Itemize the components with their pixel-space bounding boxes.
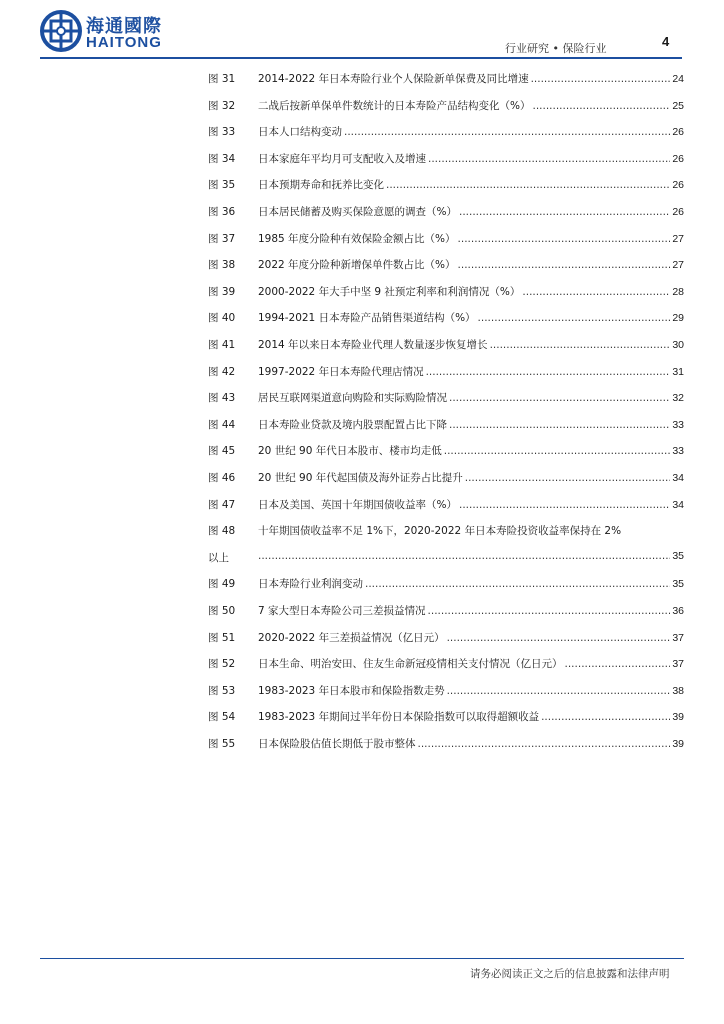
toc-entry-row — [258, 257, 684, 272]
toc-entry[interactable] — [208, 709, 684, 727]
toc-page-number: 35 — [672, 578, 684, 591]
toc-entry-row — [258, 231, 684, 246]
toc-figure-title: 1994-2021 日本寿险产品销售渠道结构（%） — [258, 312, 476, 325]
toc-dot-leader — [458, 259, 671, 271]
toc-page-number: 35 — [672, 549, 684, 562]
toc-entry-row — [258, 443, 684, 458]
toc-figure-label: 图 37 — [208, 232, 236, 245]
toc-entry-row — [258, 151, 684, 166]
toc-dot-leader — [459, 499, 670, 511]
toc-entry-row — [258, 709, 684, 724]
toc-figure-title: 7 家大型日本寿险公司三差损益情况 — [258, 605, 426, 617]
toc-page-number: 30 — [672, 339, 684, 351]
toc-figure-title: 日本保险股估值长期低于股市整体 — [258, 738, 416, 750]
toc-entry[interactable] — [208, 71, 684, 89]
toc-page-number: 25 — [672, 99, 684, 112]
toc-dot-leader — [532, 100, 670, 112]
toc-entry-row — [258, 177, 684, 192]
toc-entry-row — [258, 550, 684, 562]
toc-figure-label: 图 51 — [208, 631, 236, 644]
section-label: 行业研究 • 保险行业 — [505, 42, 607, 55]
toc-page-number: 29 — [672, 312, 684, 325]
toc-entry[interactable] — [208, 284, 684, 302]
toc-entry-row — [258, 337, 684, 352]
header-divider — [40, 57, 682, 59]
toc-dot-leader — [490, 339, 671, 351]
toc-entry[interactable] — [208, 656, 684, 674]
toc-entry-row — [258, 310, 684, 325]
toc-page-number: 26 — [672, 179, 684, 192]
toc-figure-title: 二战后按新单保单件数统计的日本寿险产品结构变化（%） — [258, 99, 531, 112]
toc-dot-leader — [418, 738, 671, 750]
toc-entry[interactable] — [208, 364, 684, 382]
toc-figure-label: 图 52 — [208, 658, 236, 671]
toc-figure-label: 图 44 — [208, 418, 236, 431]
toc-dot-leader — [522, 286, 670, 298]
toc-figure-title: 1985 年度分险种有效保险金额占比（%） — [258, 232, 456, 245]
toc-entry-wrapped[interactable] — [208, 523, 684, 541]
page-number: 4 — [662, 34, 670, 49]
toc-figure-label: 图 33 — [208, 126, 236, 139]
toc-page-number: 39 — [672, 738, 684, 750]
toc-figure-title: 2022 年度分险种新增保单件数占比（%） — [258, 259, 456, 272]
toc-page-number: 37 — [672, 631, 684, 644]
toc-figure-label: 图 41 — [208, 339, 236, 351]
toc-figure-title: 1983-2023 年日本股市和保险指数走势 — [258, 684, 445, 697]
toc-figure-title: 2020-2022 年三差损益情况（亿日元） — [258, 631, 445, 644]
toc-figure-label: 图 49 — [208, 578, 236, 591]
toc-dot-leader — [386, 179, 670, 191]
page-header — [0, 0, 724, 62]
toc-entry-row — [258, 124, 684, 139]
toc-figure-label: 图 42 — [208, 365, 236, 378]
toc-page-number: 33 — [672, 445, 684, 458]
toc-dot-leader — [426, 366, 671, 378]
toc-entry[interactable] — [208, 603, 684, 621]
toc-entry-row — [258, 204, 684, 219]
toc-figure-title: 日本居民储蓄及购买保险意愿的调查（%） — [258, 206, 457, 218]
toc-dot-leader — [458, 233, 671, 245]
toc-figure-title: 日本寿险业贷款及境内股票配置占比下降 — [258, 418, 447, 431]
toc-dot-leader — [258, 550, 670, 562]
toc-entry-row — [258, 390, 684, 405]
toc-figure-label: 图 32 — [208, 99, 236, 112]
toc-figure-label: 图 53 — [208, 684, 236, 697]
toc-figure-title: 日本人口结构变动 — [258, 126, 342, 139]
toc-entry-row — [258, 71, 684, 86]
toc-page-number: 24 — [672, 73, 684, 85]
toc-entry[interactable] — [208, 98, 684, 116]
toc-figure-title-line2: 以上 — [208, 551, 229, 564]
toc-entry[interactable] — [208, 231, 684, 249]
toc-page-number: 34 — [672, 472, 684, 484]
toc-entry-row — [258, 683, 684, 698]
footer-disclaimer: 请务必阅读正文之后的信息披露和法律声明 — [470, 968, 670, 980]
toc-dot-leader — [365, 578, 670, 590]
toc-page-number: 26 — [672, 126, 684, 139]
toc-entry-row — [258, 736, 684, 751]
toc-page-number: 36 — [672, 605, 684, 617]
toc-figure-title-line1: 十年期国债收益率不足 1%下，2020-2022 年日本寿险投资收益率保持在 2% — [258, 525, 622, 538]
toc-dot-leader — [447, 685, 671, 697]
toc-dot-leader — [447, 632, 671, 644]
toc-page-number: 26 — [672, 152, 684, 165]
toc-figure-label: 图 36 — [208, 206, 236, 218]
toc-figure-label: 图 45 — [208, 445, 236, 458]
toc-page-number: 34 — [672, 498, 684, 511]
toc-page-number: 39 — [672, 711, 684, 724]
toc-figure-title: 1997-2022 年日本寿险代理店情况 — [258, 365, 424, 378]
toc-figure-label: 图 46 — [208, 472, 236, 484]
toc-entry[interactable] — [208, 417, 684, 435]
toc-entry[interactable] — [208, 257, 684, 275]
toc-dot-leader — [465, 472, 671, 484]
toc-entry[interactable] — [208, 470, 684, 488]
toc-figure-title: 20 世纪 90 年代起国债及海外证券占比提升 — [258, 472, 463, 484]
toc-entry[interactable] — [208, 630, 684, 648]
toc-entry-row — [258, 364, 684, 379]
toc-dot-leader — [449, 392, 670, 404]
toc-figure-label: 图 31 — [208, 73, 236, 85]
toc-entry[interactable] — [208, 576, 684, 594]
toc-dot-leader — [459, 206, 670, 218]
toc-dot-leader — [565, 658, 671, 670]
toc-page-number: 28 — [672, 285, 684, 298]
toc-figure-label: 图 38 — [208, 259, 236, 272]
toc-entry-row — [258, 497, 684, 512]
toc-entry[interactable] — [208, 204, 684, 222]
toc-page-number: 27 — [672, 232, 684, 245]
toc-entry[interactable] — [208, 124, 684, 142]
toc-page-number: 37 — [672, 658, 684, 671]
toc-figure-title: 日本寿险行业利润变动 — [258, 578, 363, 591]
toc-entry-row — [258, 470, 684, 485]
toc-figure-title: 日本生命、明治安田、住友生命新冠疫情相关支付情况（亿日元） — [258, 658, 563, 671]
toc-dot-leader — [428, 153, 670, 165]
toc-figure-label: 图 50 — [208, 605, 236, 617]
toc-dot-leader — [428, 605, 671, 617]
toc-entry-wrapped-continuation[interactable] — [208, 550, 684, 568]
toc-figure-label: 图 55 — [208, 738, 236, 750]
toc-figure-label: 图 34 — [208, 152, 236, 165]
toc-figure-title: 日本家庭年平均月可支配收入及增速 — [258, 152, 426, 165]
toc-dot-leader — [444, 445, 671, 457]
toc-figure-title: 2014 年以来日本寿险业代理人数量逐步恢复增长 — [258, 339, 488, 351]
toc-figure-title: 2014-2022 年日本寿险行业个人保险新单保费及同比增速 — [258, 73, 529, 85]
toc-figure-title: 1983-2023 年期间过半年份日本保险指数可以取得超额收益 — [258, 711, 540, 724]
toc-entry-row — [258, 576, 684, 591]
toc-entry-row — [258, 417, 684, 432]
toc-page-number: 31 — [672, 365, 684, 378]
toc-dot-leader — [478, 312, 671, 324]
toc-dot-leader — [531, 73, 671, 85]
toc-entry[interactable] — [208, 497, 684, 515]
toc-entry-row — [258, 98, 684, 113]
toc-page-number: 26 — [672, 206, 684, 218]
haitong-logo — [40, 10, 180, 54]
toc-entry[interactable] — [208, 310, 684, 328]
toc-figure-title: 日本预期寿命和抚养比变化 — [258, 179, 384, 192]
logo-english-name: HAITONG — [86, 34, 162, 51]
toc-page-number: 32 — [672, 392, 684, 405]
haitong-logo-icon — [40, 10, 82, 52]
toc-figure-title: 日本及美国、英国十年期国债收益率（%） — [258, 498, 457, 511]
toc-figure-label: 图 47 — [208, 498, 236, 511]
toc-figure-title: 居民互联网渠道意向购险和实际购险情况 — [258, 392, 447, 405]
toc-entry-row — [258, 656, 684, 671]
toc-figure-label: 图 43 — [208, 392, 236, 405]
toc-page-number: 38 — [672, 684, 684, 697]
toc-entry[interactable] — [208, 443, 684, 461]
toc-entry-row — [258, 284, 684, 299]
toc-dot-leader — [344, 126, 670, 138]
toc-entry[interactable] — [208, 683, 684, 701]
toc-figure-title: 2000-2022 年大手中坚 9 社预定利率和利润情况（%） — [258, 285, 521, 298]
toc-page-number: 33 — [672, 418, 684, 431]
toc-entry-row — [258, 630, 684, 645]
toc-figure-label: 图 54 — [208, 711, 236, 724]
footer-divider — [40, 958, 684, 959]
toc-figure-title: 20 世纪 90 年代日本股市、楼市均走低 — [258, 445, 442, 458]
toc-figure-label: 图 48 — [208, 525, 236, 538]
toc-entry[interactable] — [208, 736, 684, 754]
logo-chinese-name: 海通國際 — [86, 16, 162, 37]
toc-entry-row — [258, 603, 684, 618]
toc-entry[interactable] — [208, 177, 684, 195]
toc-entry[interactable] — [208, 337, 684, 355]
toc-entry[interactable] — [208, 390, 684, 408]
toc-figure-label: 图 40 — [208, 312, 236, 325]
toc-figure-label: 图 39 — [208, 285, 236, 298]
toc-dot-leader — [449, 419, 670, 431]
toc-entry[interactable] — [208, 151, 684, 169]
toc-figure-label: 图 35 — [208, 179, 236, 192]
toc-dot-leader — [541, 711, 670, 723]
toc-page-number: 27 — [672, 259, 684, 272]
